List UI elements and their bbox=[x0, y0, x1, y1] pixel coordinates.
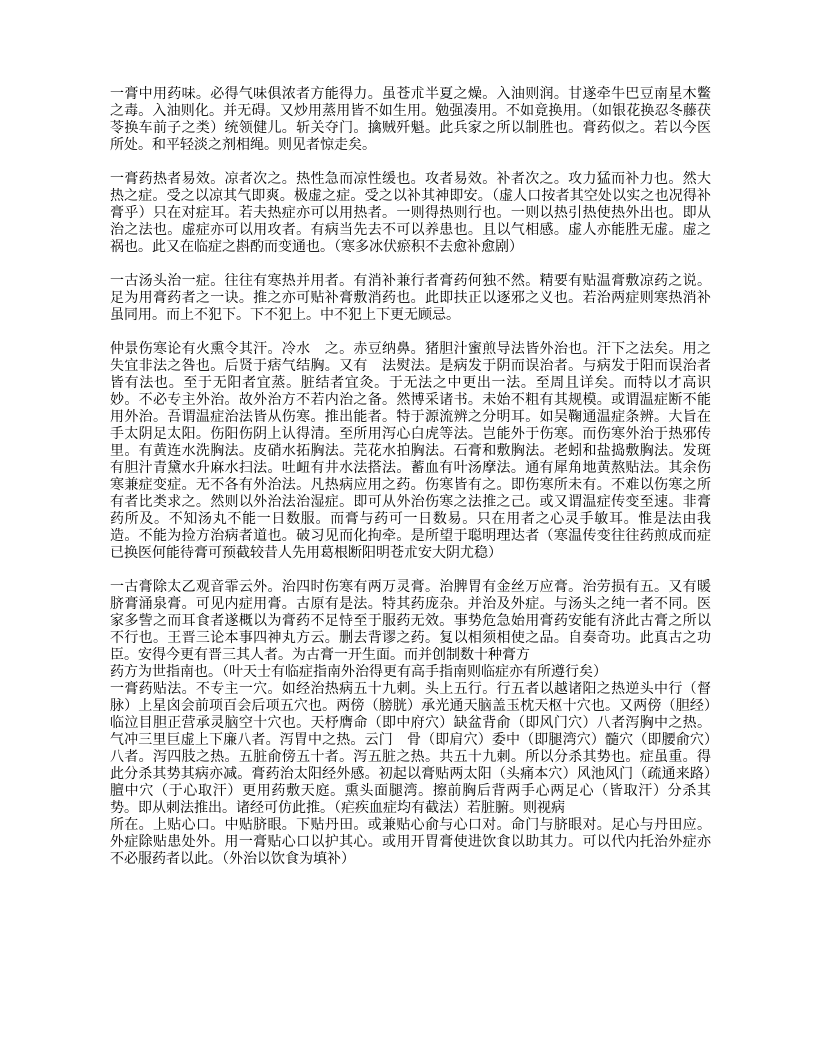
paragraph-plaster-ingredients bbox=[110, 86, 711, 154]
paragraph-text-continued: 所在。上贴心口。中贴脐眼。下贴丹田。或兼贴心俞与心口对。命门与脐眼对。足心与丹田应。外症除贴患处外。用一膏贴心口以护其心。或用开胃膏使进饮食以助其力。可以代内托治外症亦不必服药者以此。（外治以饮食为填补） bbox=[110, 818, 711, 867]
paragraph-zhongjing-treatise bbox=[110, 341, 711, 562]
paragraph-text-continued: 药方为世指南也。（叶天士有临症指南外治得更有高手指南则临症亦有所遵行矣） bbox=[110, 665, 607, 680]
paragraph-text: 一膏中用药味。必得气味俱浓者方能得力。虽苍朮半夏之燥。入油则润。甘遂牵牛巴豆南星木鳖之毒。入油则化。并无碍。又炒用蒸用皆不如生用。勉强凑用。不如竟换用。（如银花换忍冬藤茯苓换车前子之类）统领健儿。斩关夺门。擒贼歼魁。此兵家之所以制胜也。膏药似之。若以今医所处。和平轻淡之剂相绳。则见者惊走矣。 bbox=[110, 87, 711, 153]
text-content bbox=[110, 86, 711, 885]
paragraph-ancient-decoctions bbox=[110, 273, 711, 324]
paragraph-text: 仲景伤寒论有火熏令其汗。冷水 之。赤豆纳鼻。猪胆汁蜜煎导法皆外治也。汗下之法矣。用之失宜非法之咎也。后贤于痞气结胸。又有 法熨法。是病发于阴而误治者。与病发于阳而误治者皆有法也。至于无阳者宜蒸。脏结者宜灸。于无法之中更出一法。至周且详矣。而特以才高识妙。不必专主外治。故外治方不若内治之备。然博采诸书。未始不粗有其规模。或谓温症断不能用外治。吾谓温症治法皆从伤寒。推出能者。特于源流辨之分明耳。如吴鞠通温症条辨。大旨在手太阴足太阳。伤阳伤阴上认得清。至所用泻心白虎等法。岂能外于伤寒。而伤寒外治于热邪传里。有黄连水洗胸法。皮硝水拓胸法。芫花水拍胸法。石膏和敷胸法。老蚓和盐捣敷胸法。发斑有胆汁青黛水升麻水扫法。吐衄有井水法搭法。蓄血有叶汤摩法。通有犀角地黄熬贴法。其余伤寒兼症变症。无不各有外治法。凡热病应用之药。伤寒皆有之。即伤寒所未有。不难以伤寒之所有者比类求之。然则以外治法治湿症。即可从外治伤寒之法推之己。或又谓温症传变至速。非膏药所及。不知汤丸不能一日数服。而膏与药可一日数易。只在用者之心灵手敏耳。惟是法由我造。不能为捡方治病者道也。破习见而化拘牵。是所望于聪明理达者（寒温传变往往药煎成而症已换医何能待膏可预截较昔人先用葛根断阳明苍朮安大阴尤稳） bbox=[110, 342, 711, 561]
paragraph-application-methods bbox=[110, 681, 711, 868]
paragraph-hot-cold-effects bbox=[110, 171, 711, 256]
paragraph-text: 一古汤头治一症。往往有寒热并用者。有消补兼行者膏药何独不然。精要有贴温膏敷凉药之说。足为用膏药者之一诀。推之亦可贴补膏敷消药也。此即扶正以逐邪之义也。若治两症则寒热消补虽同用。而上不犯下。下不犯上。中不犯上下更无顾忌。 bbox=[110, 274, 711, 323]
paragraph-text: 一古膏除太乙观音霏云外。治四时伤寒有两万灵膏。治脾胃有金丝万应膏。治劳损有五。又有暖脐膏涌泉膏。可见内症用膏。古原有是法。特其药庞杂。并治及外症。与汤头之纯一者不同。医家多訾之而耳食者遂概以为膏药不足恃至于服药无效。事势危急始用膏药安能有济此古膏之所以不行也。王晋三论本事四神丸方云。删去背谬之药。复以相须相使之品。自奏奇功。此真古之功臣。安得今更有晋三其人者。为古膏一开生面。而并创制数十种膏方 bbox=[110, 580, 711, 663]
paragraph-text: 一膏药热者易效。凉者次之。热性急而凉性缓也。攻者易效。补者次之。攻力猛而补力也。然大热之症。受之以凉其气即爽。极虚之症。受之以补其神即安。（虚人口按者其空处以实之也况得补膏乎）只在对症耳。若夫热症亦可以用热者。一则得热则行也。一则以热引热使热外出也。即从治之法也。虚症亦可以用攻者。有病当先去不可以养患也。且以气相感。虚人亦能胜无虚。虚之祸也。此又在临症之斟酌而变通也。（寒多冰伏瘀积不去愈补愈剧） bbox=[110, 172, 711, 255]
paragraph-text: 一膏药贴法。不专主一穴。如经治热病五十九刺。头上五行。行五者以越诸阳之热逆头中行（督脉）上星囟会前项百会后项五穴也。两傍（膀胱）承光通天脑盖玉枕天枢十穴也。又两傍（胆经）临泣目胆正营承灵脑空十穴也。天杼膺命（即中府穴）缺盆背俞（即风门穴）八者泻胸中之热。气冲三里巨虚上下廉八者。泻胃中之热。云门 骨（即肩穴）委中（即腿湾穴）髓穴（即腰俞穴）八者。泻四肢之热。五脏俞傍五十者。泻五脏之热。共五十九刺。所以分杀其势也。症虽重。得此分杀其势其病亦减。膏药治太阳经外感。初起以膏贴两太阳（头痛本穴）风池风门（疏通来路）膻中穴（于心取汗）更用药敷天庭。熏头面腿湾。擦前胸后背两手心两足心（皆取汗）分杀其势。即从刺法推出。诸经可仿此推。（疟疾血症均有截法）若脏腑。则视病 bbox=[110, 682, 711, 816]
paragraph-ancient-plasters bbox=[110, 579, 711, 681]
